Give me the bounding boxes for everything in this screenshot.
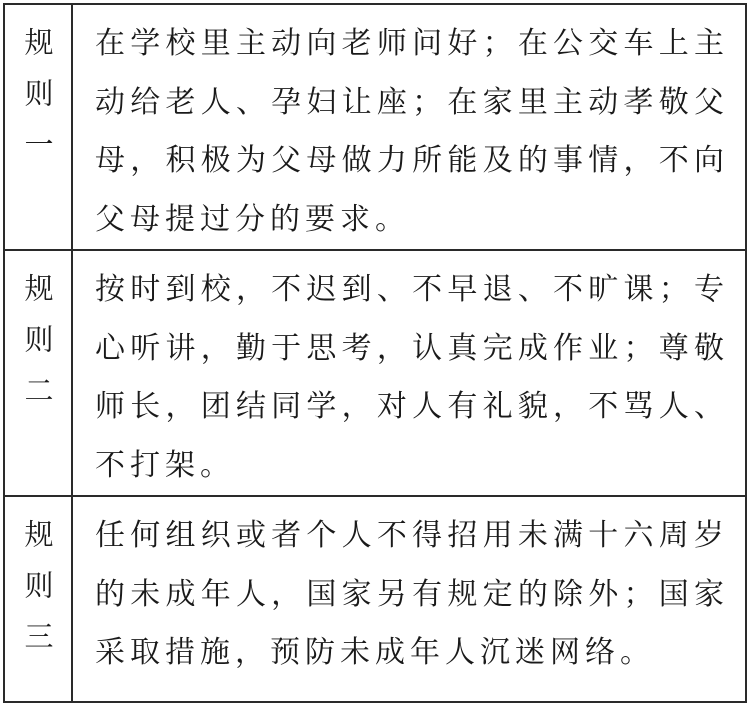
- rule-content-cell: [72, 496, 746, 702]
- rule-label-cell: [4, 496, 72, 702]
- rule-row: [4, 4, 746, 250]
- rule-content-cell: [72, 4, 746, 250]
- rule-text: 按时到校，不迟到、不早退、不旷课；专心听讲，勤于思考，认真完成作业；尊敬师长，团结同学，对人有礼貌，不骂人、不打架。: [95, 272, 729, 483]
- rule-content-cell: [72, 250, 746, 496]
- rule-label-cell: [4, 4, 72, 250]
- rule-row: [4, 250, 746, 496]
- rule-label: 规则三: [20, 519, 55, 672]
- rule-row: [4, 496, 746, 702]
- rule-text: 任何组织或者个人不得招用未满十六周岁的未成年人，国家另有规定的除外；国家采取措施，预防未成年人沉迷网络。: [95, 518, 729, 670]
- rules-table: [3, 3, 747, 703]
- rule-label: 规则一: [20, 27, 55, 180]
- rule-label-cell: [4, 250, 72, 496]
- rule-label: 规则二: [20, 273, 55, 426]
- rule-text: 在学校里主动向老师问好；在公交车上主动给老人、孕妇让座；在家里主动孝敬父母，积极为父母做力所能及的事情，不向父母提过分的要求。: [95, 26, 729, 237]
